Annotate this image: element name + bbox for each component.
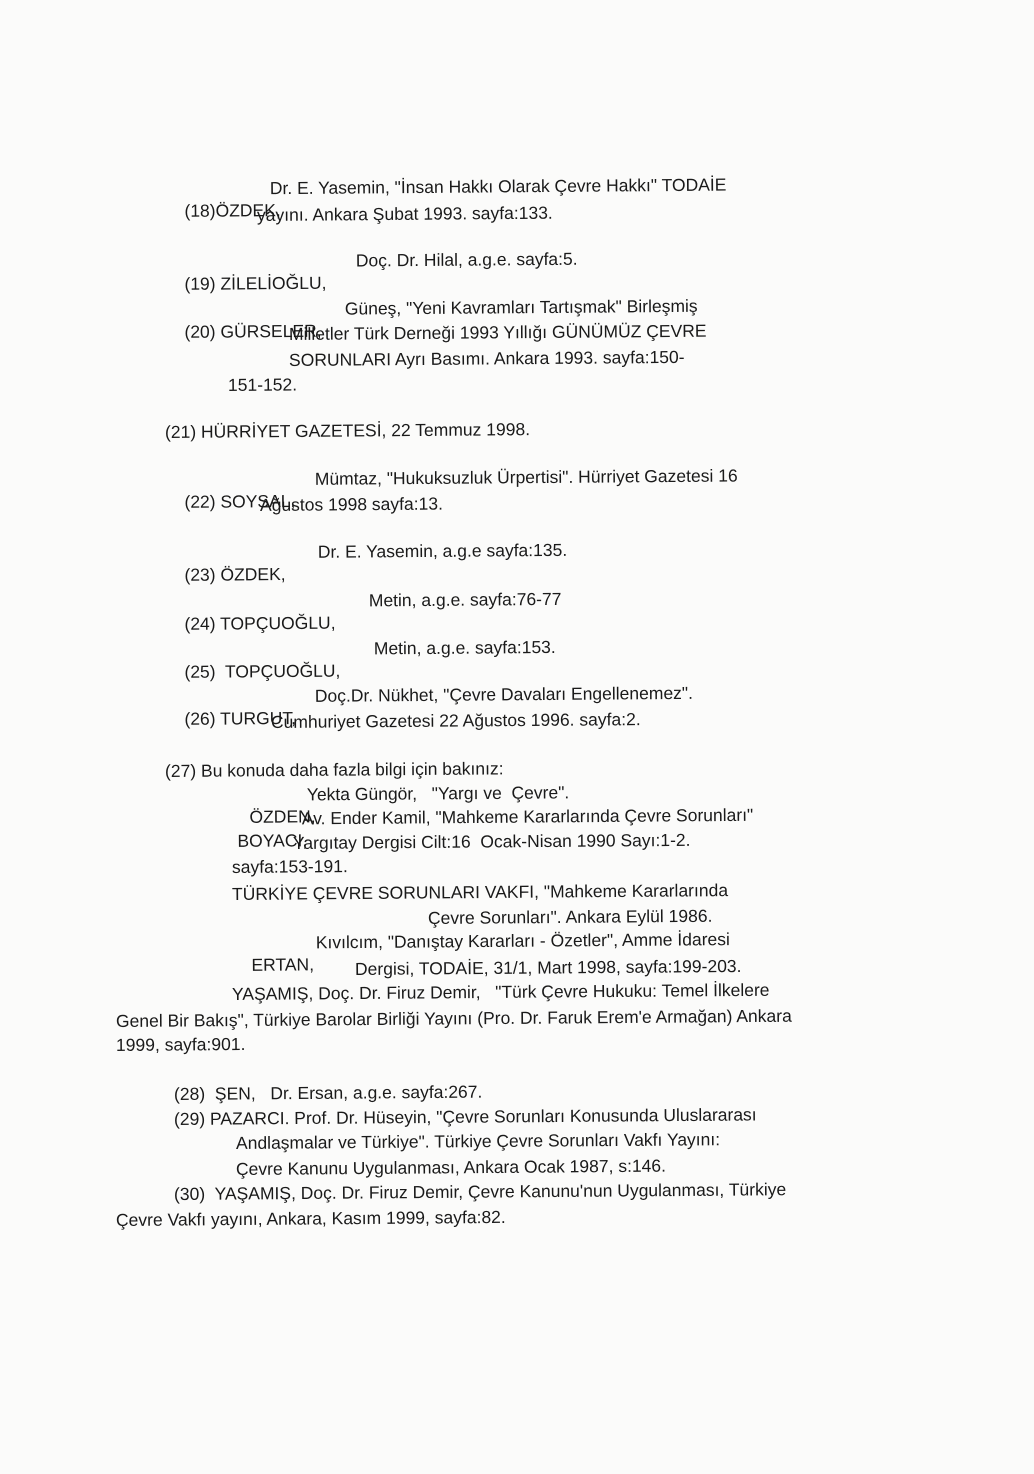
citation-text: Doç. Dr. Hilal, a.g.e. sayfa:5. [355, 248, 578, 271]
footnote-21: (21) HÜRRİYET GAZETESİ, 22 Temmuz 1998. [164, 419, 531, 442]
footnote-18-line-2: yayını. Ankara Şubat 1993. sayfa:133. [256, 202, 553, 225]
citation-text: Dr. E. Yasemin, "İnsan Hakkı Olarak Çevre Hakkı" TODAİE [269, 174, 727, 199]
footnote-27-intro: (27) Bu konuda daha fazla bilgi için bakınız: [164, 758, 504, 781]
footnote-26-line-2: Cumhuriyet Gazetesi 22 Ağustos 1996. sayfa:2. [270, 709, 641, 732]
citation-text: Metin, a.g.e. sayfa:153. [373, 636, 556, 659]
citation-text: Metin, a.g.e. sayfa:76-77 [368, 588, 562, 611]
footnote-22-line-2: Ağustos 1998 sayfa:13. [259, 493, 443, 515]
author-name: (18)ÖZDEK, [184, 200, 281, 221]
author-name: ERTAN, [251, 954, 315, 975]
footnote-27-ertan-line-2: Dergisi, TODAİE, 31/1, Mart 1998, sayfa:199-203. [354, 955, 742, 979]
author-name: BOYACI, [237, 830, 308, 851]
author-name: (22) SOYSAL, [184, 490, 296, 512]
citation-text: Doç.Dr. Nükhet, "Çevre Davaları Engellenemez". [314, 682, 694, 706]
footnote-20-line-3: SORUNLARI Ayrı Basımı. Ankara 1993. sayfa:150- [288, 346, 685, 370]
citation-text: Yekta Güngör, "Yargı ve Çevre". [306, 782, 570, 805]
author-name: (19) ZİLELİOĞLU, [184, 272, 327, 294]
citation-text: Dr. E. Yasemin, a.g.e sayfa:135. [317, 539, 568, 562]
citation-text: Av. Ender Kamil, "Mahkeme Kararlarında Çevre Sorunları" [301, 804, 754, 829]
footnote-30-line-1: (30) YAŞAMIŞ, Doç. Dr. Firuz Demir, Çevre Kanunu'nun Uygulanması, Türkiye [173, 1179, 787, 1204]
citation-text: Kıvılcım, "Danıştay Kararları - Özetler", Amme İdaresi [315, 929, 730, 953]
footnote-29-line-1: (29) PAZARCI. Prof. Dr. Hüseyin, "Çevre Sorunları Konusunda Uluslararası [173, 1104, 757, 1129]
footnote-20-line-4: 151-152. [227, 374, 298, 395]
footnote-27-boyaci-line-2: Yargıtay Dergisi Cilt:16 Ocak-Nisan 1990 Sayı:1-2. [292, 829, 691, 853]
footnote-27-yasamis-line-1: YAŞAMIŞ, Doç. Dr. Firuz Demir, "Türk Çevre Hukuku: Temel İlkelere [231, 979, 770, 1004]
citation-text: Güneş, "Yeni Kavramları Tartışmak" Birleşmiş [344, 295, 698, 319]
footnote-28: (28) ŞEN, Dr. Ersan, a.g.e. sayfa:267. [173, 1081, 483, 1104]
author-name: (26) TURGUT, [184, 707, 297, 729]
footnote-27-boyaci-line-3: sayfa:153-191. [231, 856, 348, 877]
author-name: (24) TOPÇUOĞLU, [184, 612, 336, 634]
author-name: ÖZDEN, [249, 806, 316, 827]
footnote-27-yasamis-line-3: 1999, sayfa:901. [115, 1033, 246, 1055]
author-name: (20) GÜRSELER, [184, 320, 322, 342]
footnote-30-line-2: Çevre Vakfı yayını, Ankara, Kasım 1999, sayfa:82. [115, 1206, 506, 1230]
footnote-20-line-2: Milletler Türk Derneği 1993 Yıllığı GÜNÜMÜZ ÇEVRE [288, 320, 707, 344]
footnote-29-line-2: Andlaşmalar ve Türkiye". Türkiye Çevre Sorunları Vakfı Yayını: [235, 1129, 721, 1153]
footnote-27-vakif-line-1: TÜRKİYE ÇEVRE SORUNLARI VAKFI, "Mahkeme Kararlarında [231, 880, 729, 904]
footnote-27-vakif-line-2: Çevre Sorunları". Ankara Eylül 1986. [427, 905, 713, 928]
citation-text: Mümtaz, "Hukuksuzluk Ürpertisi". Hürriyet Gazetesi 16 [314, 465, 738, 489]
footnote-29-line-3: Çevre Kanunu Uygulanması, Ankara Ocak 1987, s:146. [235, 1155, 667, 1179]
author-name: (25) TOPÇUOĞLU, [184, 660, 341, 682]
author-name: (23) ÖZDEK, [184, 564, 286, 585]
footnote-27-yasamis-line-2: Genel Bir Bakış", Türkiye Barolar Birliği Yayını (Pro. Dr. Faruk Erem'e Armağan) Ankara [115, 1005, 792, 1031]
